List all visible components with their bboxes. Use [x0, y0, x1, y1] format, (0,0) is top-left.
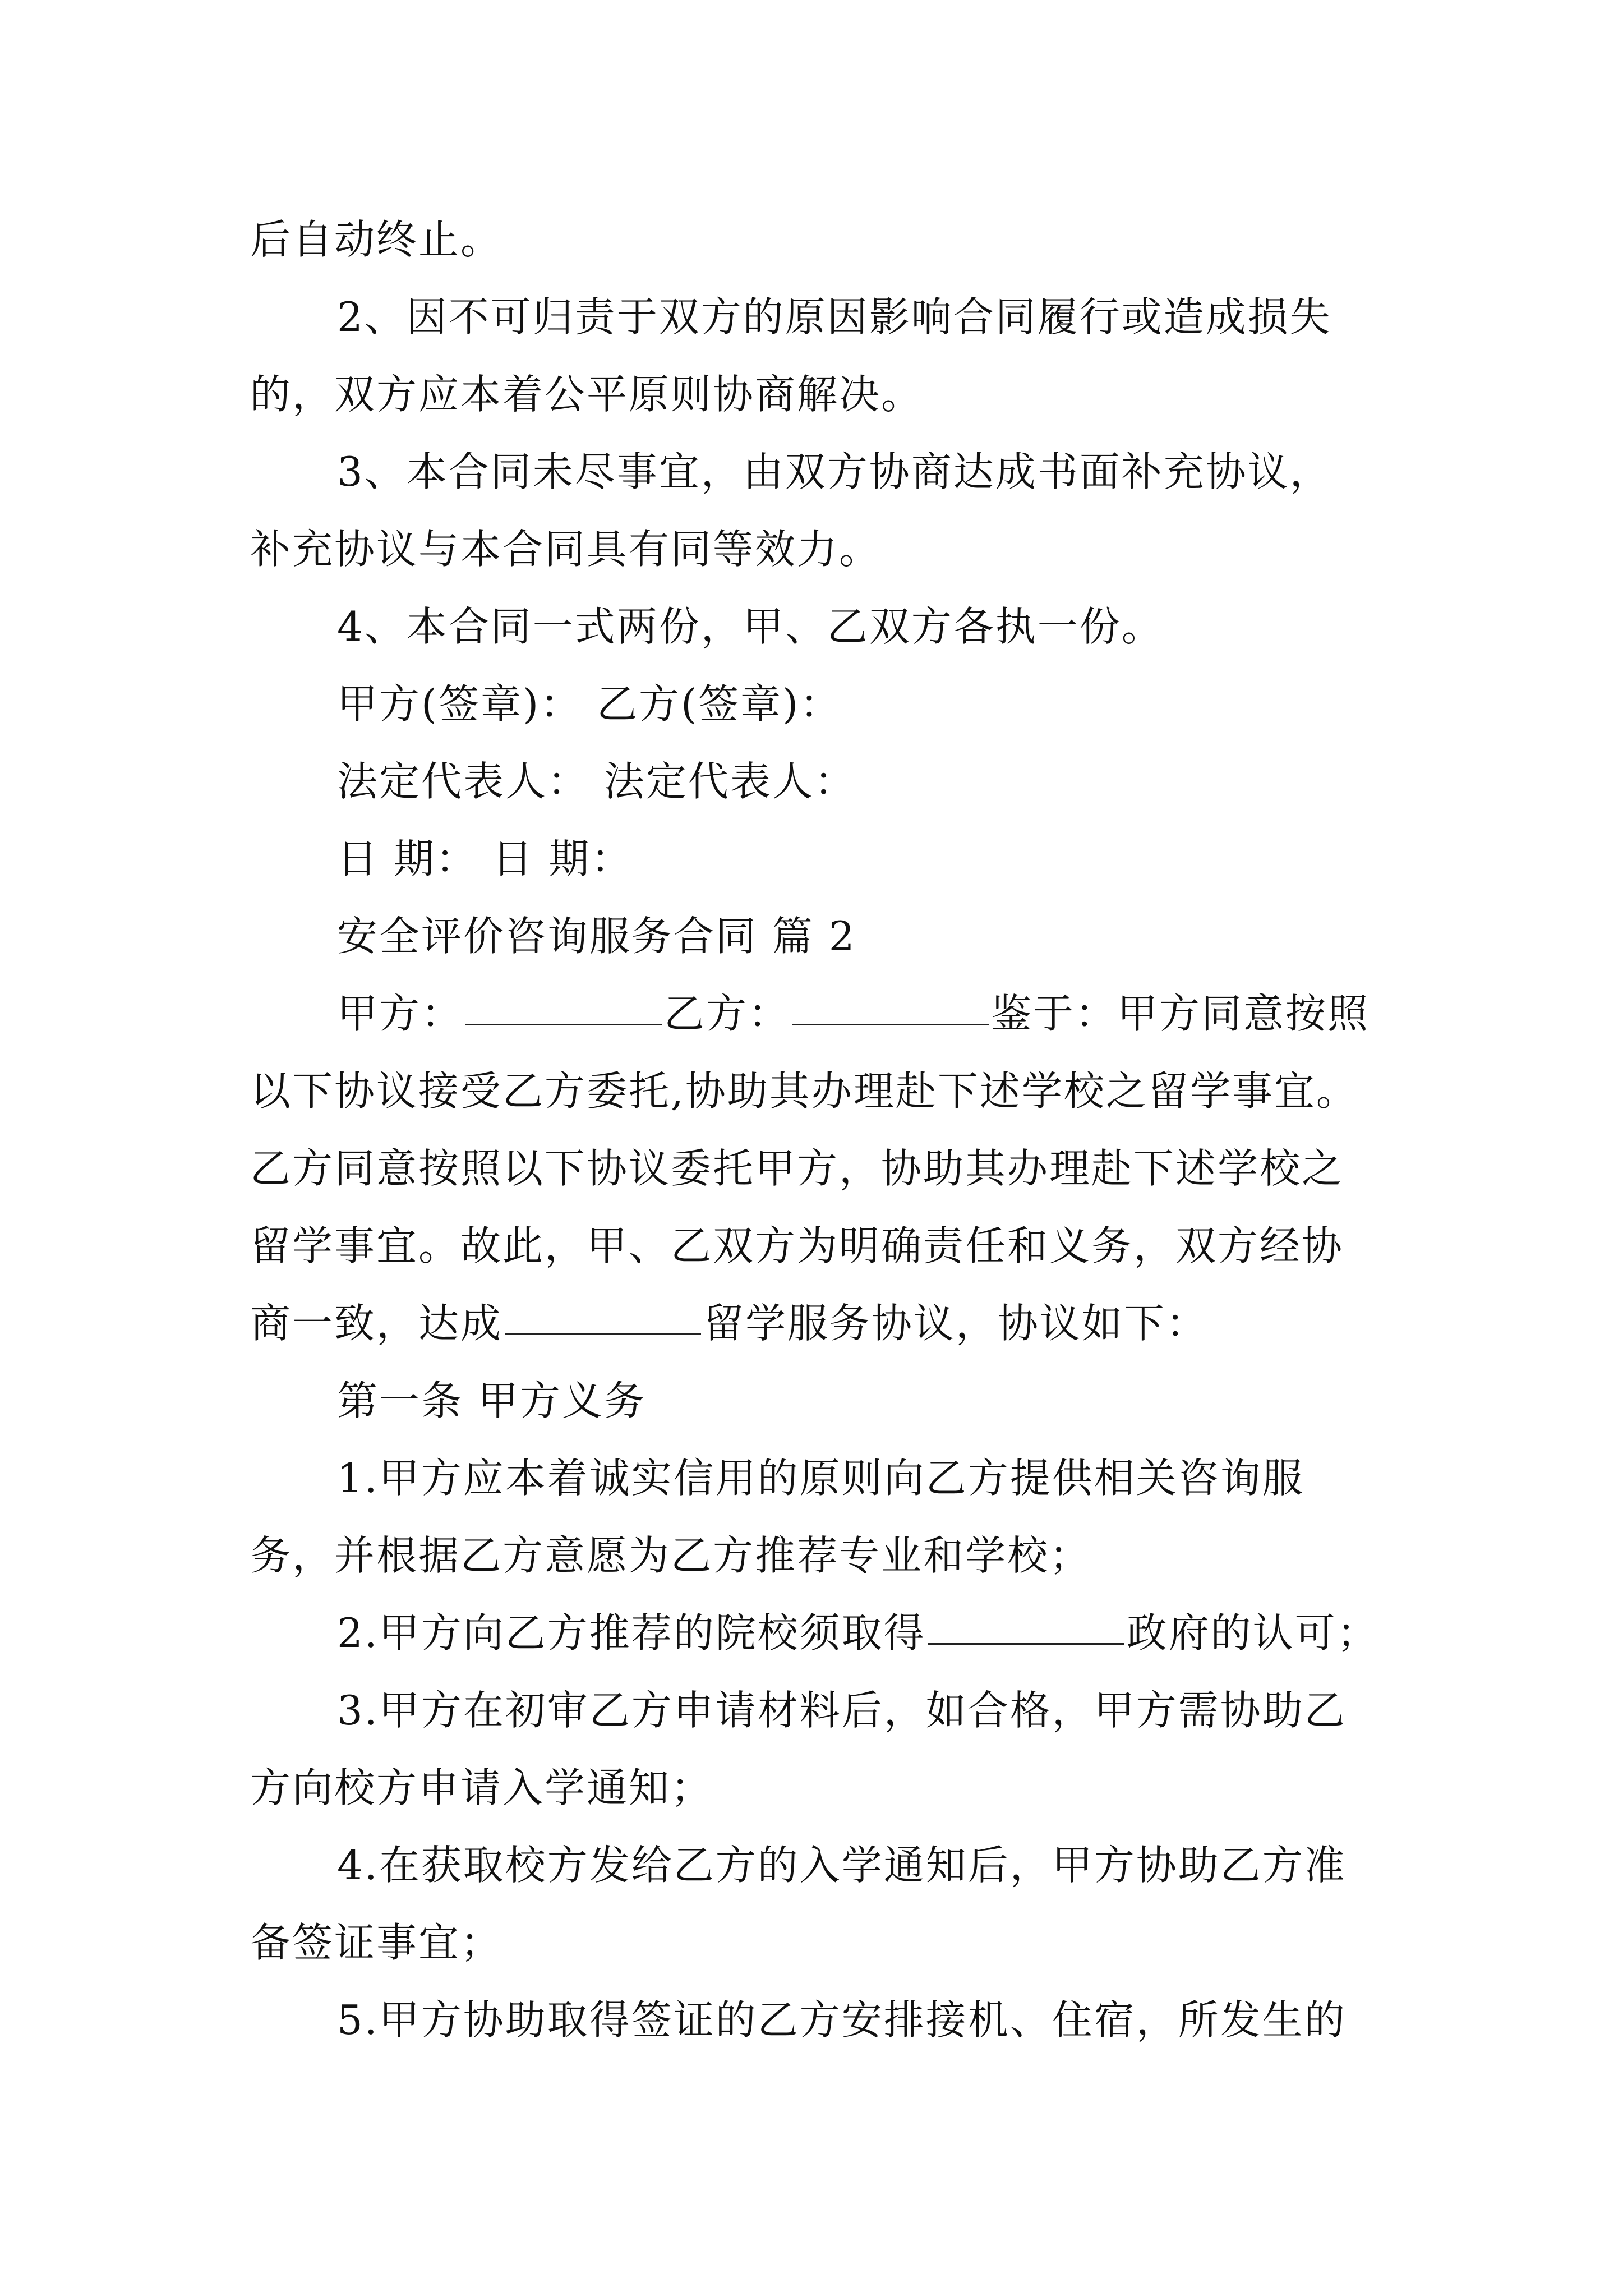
clause-2-line-2: 的，双方应本着公平原则协商解决。	[250, 371, 924, 418]
intro-line-3: 乙方同意按照以下协议委托甲方，协助其办理赴下述学校之	[250, 1145, 1344, 1192]
party-a-label: 甲方：	[337, 990, 464, 1037]
party-b-label: 乙方：	[664, 990, 791, 1037]
parties-line	[250, 975, 1389, 1052]
article-1-item-2-start: 2.甲方向乙方推荐的院校须取得	[337, 1609, 926, 1657]
article-1-item-5-line-1: 5.甲方协助取得签证的乙方安排接机、住宿，所发生的	[337, 1996, 1347, 2044]
signature-line: 甲方(签章)： 乙方(签章)：	[337, 680, 842, 728]
intro-line-4: 留学事宜。故此，甲、乙双方为明确责任和义务，双方经协	[250, 1222, 1344, 1269]
intro-line-2: 以下协议接受乙方委托,协助其办理赴下述学校之留学事宜。	[250, 1068, 1358, 1115]
section-title: 安全评价咨询服务合同 篇 2	[337, 913, 856, 960]
article-1-item-2-end: 政府的认可；	[1126, 1609, 1379, 1657]
government-blank	[928, 1641, 1124, 1645]
clause-2-line-1: 2、因不可归责于双方的原因影响合同履行或造成损失	[337, 293, 1332, 341]
article-1-item-3-line-1: 3.甲方在初审乙方申请材料后，如合格，甲方需协助乙	[337, 1687, 1347, 1734]
text-line: 后自动终止。	[250, 216, 503, 263]
article-1-item-4-line-2: 备签证事宜；	[250, 1919, 503, 1966]
intro-line-5-end: 留学服务协议，协议如下：	[703, 1300, 1209, 1347]
party-a-blank	[465, 1022, 662, 1025]
clause-3-line-2: 补充协议与本合同具有同等效力。	[250, 526, 882, 573]
article-1-item-1-line-1: 1.甲方应本着诚实信用的原则向乙方提供相关咨询服	[337, 1455, 1304, 1502]
legal-representative-line: 法定代表人： 法定代表人：	[337, 758, 856, 805]
whereas-text: 鉴于：甲方同意按照	[991, 990, 1370, 1037]
intro-line-5	[250, 1285, 1389, 1362]
document-body	[250, 201, 1389, 2059]
agreement-name-blank	[505, 1331, 701, 1335]
party-b-blank	[792, 1022, 989, 1025]
clause-3-line-1: 3、本合同未尽事宜，由双方协商达成书面补充协议，	[337, 448, 1332, 495]
date-line: 日 期： 日 期：	[337, 835, 633, 882]
clause-4: 4、本合同一式两份，甲、乙双方各执一份。	[337, 603, 1164, 650]
intro-line-5-start: 商一致，达成	[250, 1300, 503, 1347]
article-1-heading: 第一条 甲方义务	[337, 1377, 646, 1424]
article-1-item-3-line-2: 方向校方申请入学通知；	[250, 1764, 713, 1811]
article-1-item-1-line-2: 务，并根据乙方意愿为乙方推荐专业和学校；	[250, 1532, 1092, 1579]
article-1-item-4-line-1: 4.在获取校方发给乙方的入学通知后，甲方协助乙方准	[337, 1842, 1347, 1889]
article-1-item-2	[250, 1594, 1389, 1672]
